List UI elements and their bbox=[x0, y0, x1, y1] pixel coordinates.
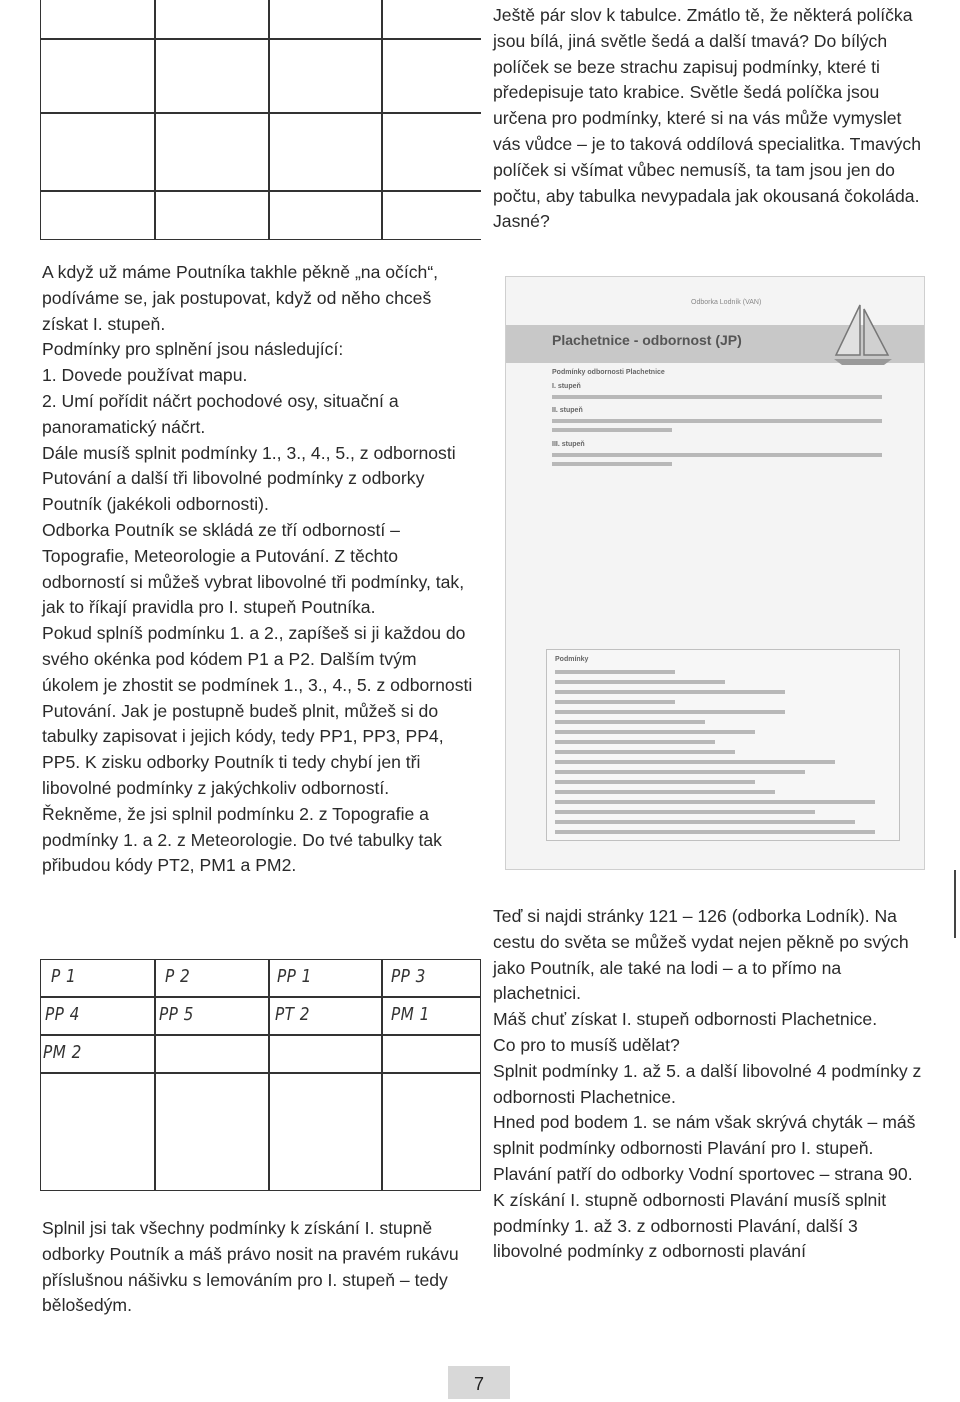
top-grid-table bbox=[40, 0, 481, 240]
doc-title: Plachetnice - odbornost (JP) bbox=[552, 332, 742, 348]
intro-paragraph: Podmínky pro splnění jsou následující: bbox=[42, 339, 344, 360]
sailing-paragraph: Teď si najdi stránky 121 – 126 (odborka Lodník). Na cestu do světa se můžeš vydat nejen pěkně po svých jako Poutník, ale také na lodi – a to přímo na plachetnici. bbox=[493, 906, 909, 1004]
intro-paragraph: 2. Umí pořídit náčrt pochodové osy, situační a panoramatický náčrt. bbox=[42, 390, 399, 437]
code-cell: PP 4 bbox=[45, 1004, 80, 1025]
intro-paragraph: Odborka Poutník se skládá ze tří odborností – Topografie, Meteorologie a Putování. Z těchto odborností si můžeš vybrat libovolné tři podmínky, tak, jak to říkají pravidla pro I. stupeň Poutníka. bbox=[42, 519, 465, 618]
right-top-text bbox=[493, 3, 921, 235]
grid-divider bbox=[41, 112, 481, 114]
code-cell: PM 1 bbox=[391, 1004, 430, 1025]
grid-divider bbox=[268, 960, 270, 1190]
grid-divider bbox=[41, 38, 481, 40]
doc-level: II. stupeň bbox=[552, 407, 583, 414]
sailing-paragraph: Co pro to musíš udělat? bbox=[493, 1034, 680, 1055]
doc-header: Odborka Lodník (VAN) bbox=[691, 299, 762, 306]
grid-divider bbox=[154, 0, 156, 239]
intro-paragraph: Dále musíš splnit podmínky 1., 3., 4., 5., z odbornosti Putování a další tři libovolné podmínky z odborky Poutník (jakékoli odbornosti). bbox=[42, 442, 456, 515]
left-closing-text bbox=[42, 1216, 474, 1319]
grid-divider bbox=[41, 1072, 480, 1074]
code-cell: P 2 bbox=[165, 966, 191, 987]
grid-divider bbox=[154, 960, 156, 1190]
code-cell: PT 2 bbox=[275, 1004, 310, 1025]
doc-level: III. stupeň bbox=[552, 441, 585, 448]
code-cell: PM 2 bbox=[43, 1042, 82, 1063]
intro-paragraph: Pokud splníš podmínku 1. a 2., zapíšeš si ji každou do svého okénka pod kódem P1 a P2. Dalším tvým úkolem je zhostit se podmínek 1., 3., 4., 5. z odbornosti Putování. Jak je postupně budeš plnit, můžeš si do tabulky zapisovat i jejich kódy, tedy PP1, PP3, PP4, PP5. K zisku odborky Poutník ti tedy chybí jen tři libovolné podmínky z jakýchkoliv odborností. Řekněme, že jsi splnil podmínku 2. z Topografie a podmínky 1. a 2. z Meteorologie. Do tvé tabulky tak přibudou kódy PT2, PM1 a PM2. bbox=[42, 623, 473, 876]
sailboat-icon bbox=[828, 299, 898, 369]
embedded-document-scan bbox=[505, 276, 925, 870]
left-intro-text bbox=[42, 260, 474, 879]
grid-divider bbox=[41, 996, 480, 998]
intro-paragraph: 1. Dovede používat mapu. bbox=[42, 365, 248, 386]
doc-conditions-box bbox=[546, 649, 900, 841]
sailing-paragraph: Máš chuť získat I. stupeň odbornosti Plachetnice. bbox=[493, 1009, 878, 1030]
condition-codes-table bbox=[40, 959, 481, 1191]
right-bottom-text bbox=[493, 904, 923, 1265]
code-cell: PP 3 bbox=[391, 966, 426, 987]
sailing-paragraph: Hned pod bodem 1. se nám však skrývá chyták – máš splnit podmínky odbornosti Plavání pro I. stupeň. Plavání patří do odborky Vodní sportovec – strana 90. bbox=[493, 1112, 916, 1184]
column-rule bbox=[954, 870, 956, 938]
grid-divider bbox=[268, 0, 270, 239]
closing-paragraph: Splnil jsi tak všechny podmínky k získání I. stupně odborky Poutník a máš právo nosit na pravém rukávu příslušnou nášivku s lemováním pro I. stupeň – tedy bělošedým. bbox=[42, 1218, 459, 1316]
sailing-paragraph: Splnit podmínky 1. až 5. a další libovolné 4 podmínky z odbornosti Plachetnice. bbox=[493, 1060, 922, 1107]
doc-conditions-heading: Podmínky bbox=[555, 656, 589, 663]
grid-divider bbox=[41, 190, 481, 192]
intro-paragraph: A když už máme Poutníka takhle pěkně „na očích“, podíváme se, jak postupovat, když od něho chceš získat I. stupeň. bbox=[42, 262, 439, 334]
grid-divider bbox=[381, 0, 383, 239]
page-number: 7 bbox=[448, 1366, 510, 1399]
doc-subtitle: Podmínky odbornosti Plachetnice bbox=[552, 369, 665, 376]
grid-divider bbox=[381, 960, 383, 1190]
code-cell: PP 1 bbox=[277, 966, 312, 987]
doc-level: I. stupeň bbox=[552, 383, 581, 390]
table-explanation-paragraph: Ještě pár slov k tabulce. Zmátlo tě, že některá políčka jsou bílá, jiná světle šedá a další tmavá? Do bílých políček se beze strachu zapisuj podmínky, které ti předepisuje tato krabice. Světle šedá políčka jsou určena pro podmínky, které si na vás může vymyslet vás vůdce – je to taková oddílová specialitka. Tmavých políček si všímat vůbec nemusíš, ta tam jsou jen do počtu, aby tabulka nevypadala jak okousaná čokoláda. Jasné? bbox=[493, 5, 922, 232]
code-cell: PP 5 bbox=[159, 1004, 194, 1025]
grid-divider bbox=[41, 1034, 480, 1036]
sailing-paragraph: K získání I. stupně odbornosti Plavání musíš splnit podmínky 1. až 3. z odbornosti Plavání, další 3 libovolné podmínky z odbornosti plavání bbox=[493, 1189, 887, 1262]
code-cell: P 1 bbox=[51, 966, 77, 987]
